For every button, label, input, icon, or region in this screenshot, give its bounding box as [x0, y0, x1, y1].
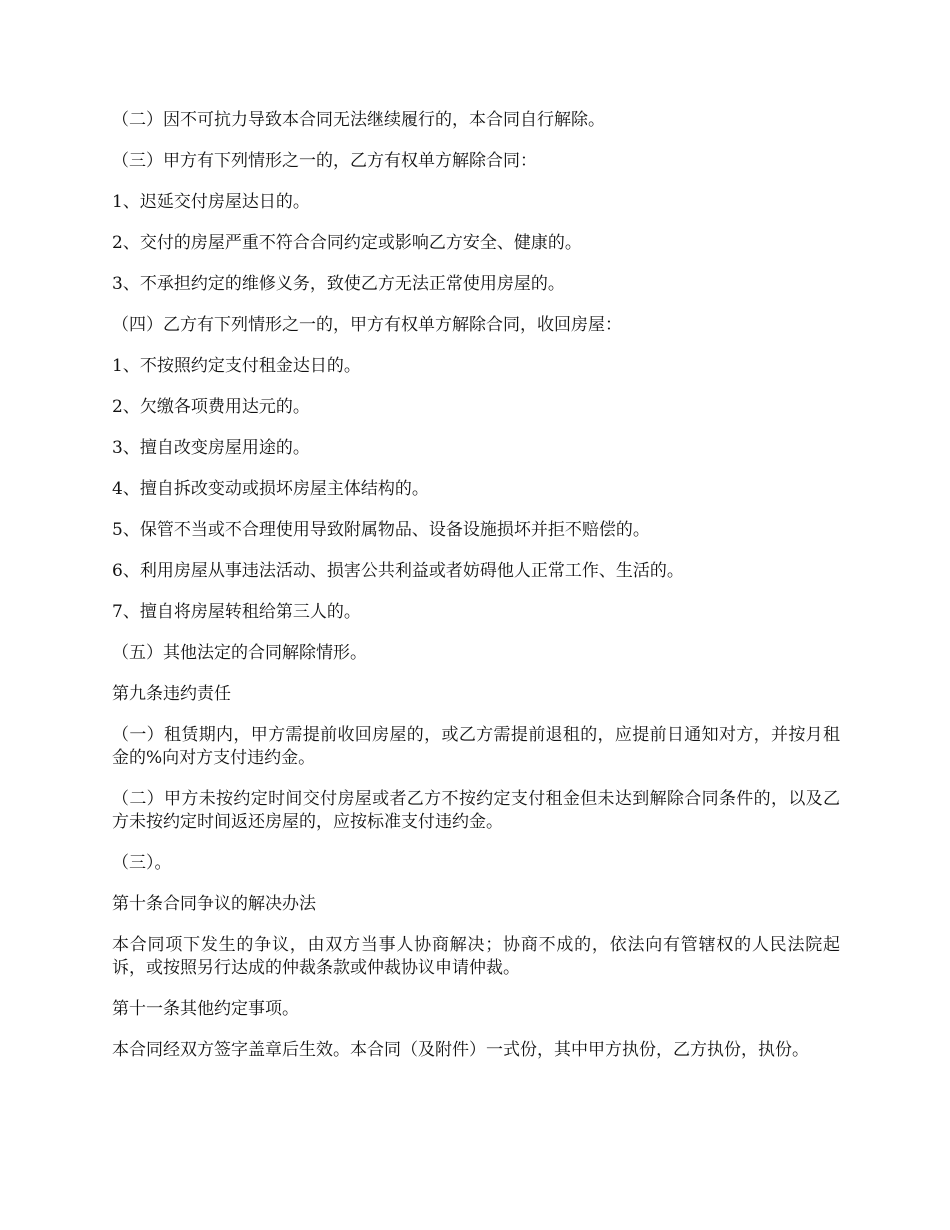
clause-4-item-2: 2、欠缴各项费用达元的。 — [112, 397, 310, 417]
clause-4-item-1: 1、不按照约定支付租金达日的。 — [112, 356, 361, 376]
clause-4-item-4: 4、擅自拆改变动或损坏房屋主体结构的。 — [112, 479, 429, 499]
clause-4-heading: （四）乙方有下列情形之一的，甲方有权单方解除合同，收回房屋： — [112, 315, 622, 335]
article-9-heading: 第九条违约责任 — [112, 684, 231, 704]
clause-4-item-5: 5、保管不当或不合理使用导致附属物品、设备设施损坏并拒不赔偿的。 — [112, 520, 650, 540]
article-10-heading: 第十条合同争议的解决办法 — [112, 894, 316, 914]
clause-3-item-1: 1、迟延交付房屋达日的。 — [112, 192, 310, 212]
clause-5-other: （五）其他法定的合同解除情形。 — [112, 643, 367, 663]
clause-3-item-2: 2、交付的房屋严重不符合合同约定或影响乙方安全、健康的。 — [112, 233, 582, 253]
document-body — [112, 109, 840, 1080]
article-10-body: 本合同项下发生的争议，由双方当事人协商解决；协商不成的，依法向有管辖权的人民法院起诉，或按照另行达成的仲裁条款或仲裁协议申请仲裁。 — [112, 935, 840, 978]
article-11-heading: 第十一条其他约定事项。 — [112, 999, 299, 1019]
article-9-item-2: （二）甲方未按约定时间交付房屋或者乙方不按约定支付租金但未达到解除合同条件的，以及乙方未按约定时间返还房屋的，应按标准支付违约金。 — [112, 789, 840, 832]
clause-4-item-6: 6、利用房屋从事违法活动、损害公共利益或者妨碍他人正常工作、生活的。 — [112, 561, 684, 581]
clause-4-item-7: 7、擅自将房屋转租给第三人的。 — [112, 602, 361, 622]
clause-4-item-3: 3、擅自改变房屋用途的。 — [112, 438, 310, 458]
article-9-item-1: （一）租赁期内，甲方需提前收回房屋的，或乙方需提前退租的，应提前日通知对方，并按月租金的%向对方支付违约金。 — [112, 725, 840, 768]
clause-3-heading: （三）甲方有下列情形之一的，乙方有权单方解除合同： — [112, 151, 537, 171]
article-11-body: 本合同经双方签字盖章后生效。本合同（及附件）一式份，其中甲方执份，乙方执份，执份。 — [112, 1040, 809, 1060]
clause-3-item-3: 3、不承担约定的维修义务，致使乙方无法正常使用房屋的。 — [112, 274, 565, 294]
article-9-item-3: （三）。 — [112, 853, 172, 873]
clause-2-force-majeure: （二）因不可抗力导致本合同无法继续履行的，本合同自行解除。 — [112, 110, 605, 130]
